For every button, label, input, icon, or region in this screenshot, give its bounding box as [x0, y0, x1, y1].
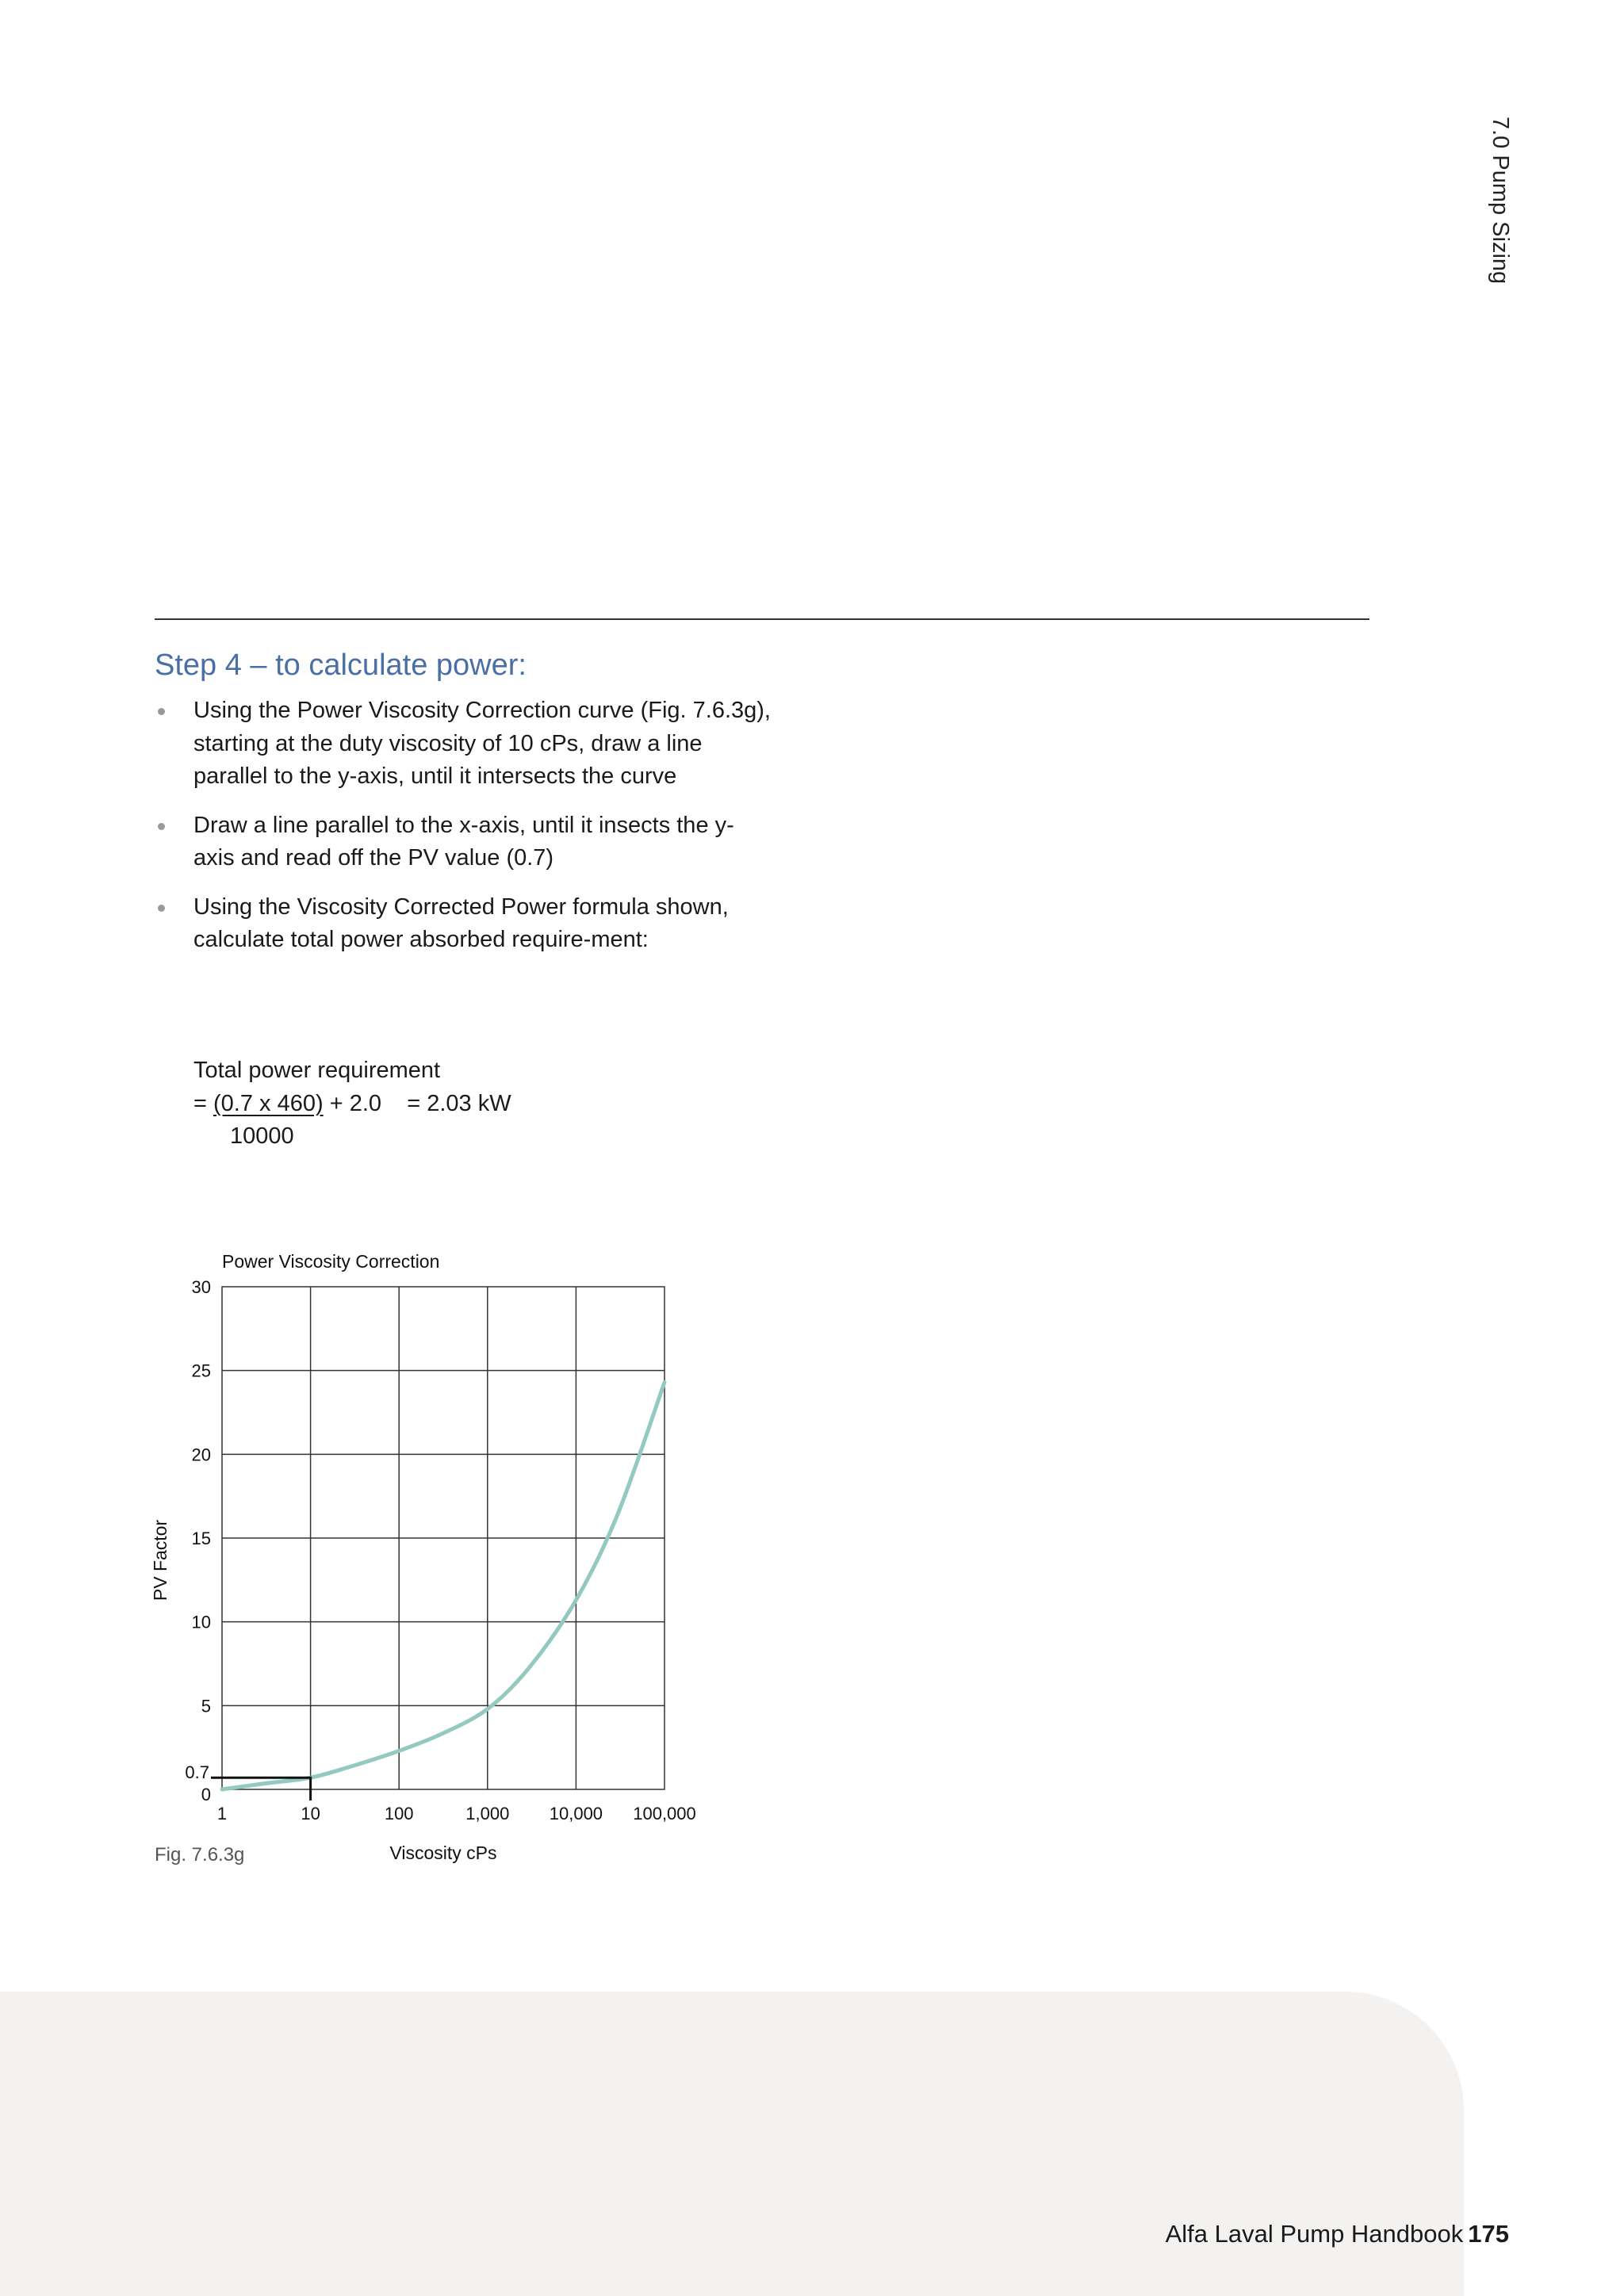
bullet-icon: [158, 905, 165, 912]
formula-numerator: (0.7 x 460): [213, 1090, 324, 1116]
chart-grid: [222, 1287, 665, 1789]
y-axis-ticks: [192, 1277, 211, 1804]
section-label: 7.0 Pump Sizing: [1488, 117, 1513, 285]
x-tick-label: 1: [216, 1804, 228, 1823]
x-axis-ticks: [217, 1804, 696, 1823]
list-item-text: Draw a line parallel to the x-axis, until it insects the y-axis and read off the PV value (0.7): [193, 812, 734, 871]
y-tick-label: 5: [201, 1696, 211, 1716]
section-divider: [155, 618, 1369, 620]
formula-middle: + 2.0 = 2.03 kW: [323, 1090, 511, 1116]
x-tick-label: 10,000: [549, 1804, 603, 1823]
chart-title: Power Viscosity Correction: [222, 1251, 440, 1272]
x-tick-label: 10: [301, 1804, 320, 1823]
list-item: [155, 695, 773, 794]
formula-denominator: 10000: [230, 1123, 294, 1149]
x-tick-label: 100,000: [633, 1804, 696, 1823]
formula-label: Total power requirement: [193, 1058, 441, 1083]
list-item-text: Using the Viscosity Corrected Power formula shown, calculate total power absorbed require-ment:: [193, 894, 729, 952]
y-tick-label: 10: [191, 1612, 211, 1632]
x-tick-label: 1,000: [465, 1804, 510, 1823]
pv-curve: [222, 1383, 665, 1790]
y-tick-label: 15: [191, 1529, 211, 1548]
footer: [1166, 2220, 1509, 2248]
y-axis-label: PV Factor: [150, 1519, 170, 1601]
figure-caption: Fig. 7.6.3g: [155, 1844, 245, 1866]
y-tick-label: 30: [191, 1277, 211, 1297]
footer-title: Alfa Laval Pump Handbook: [1165, 2220, 1464, 2248]
formula-equation: [193, 1088, 511, 1121]
list-item: [155, 809, 773, 875]
y-tick-label: 25: [191, 1360, 211, 1381]
list-item: [155, 891, 773, 957]
power-viscosity-chart: [143, 1225, 714, 1875]
formula-eq-prefix: =: [193, 1090, 213, 1116]
x-tick-label: 100: [384, 1804, 414, 1823]
list-item-text: Using the Power Viscosity Correction curve (Fig. 7.6.3g), starting at the duty viscosity of 10 cPs, draw a line parallel to the y-axis, until it intersects the curve: [193, 698, 771, 789]
power-formula: [193, 1054, 511, 1154]
bullet-icon: [158, 823, 165, 830]
step-title: Step 4 – to calculate power:: [155, 649, 527, 682]
y-tick-label: 0: [201, 1785, 211, 1804]
bullet-icon: [158, 708, 165, 715]
instruction-list: [155, 695, 773, 973]
footer-band: [0, 1992, 1464, 2296]
x-axis-label: Viscosity cPs: [389, 1843, 497, 1863]
annotation-label: 0.7: [185, 1762, 209, 1783]
y-tick-label: 20: [191, 1445, 211, 1465]
page-number: 175: [1468, 2220, 1509, 2248]
